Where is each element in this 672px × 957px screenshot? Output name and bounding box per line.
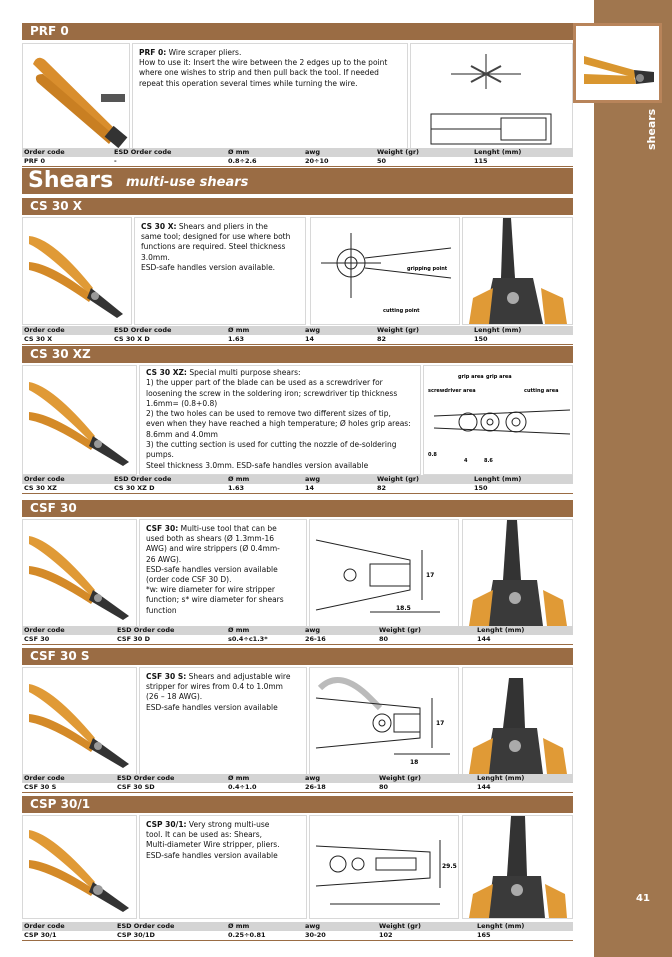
diagram-label: 29.5 xyxy=(442,863,457,870)
diagram-label: 18.5 xyxy=(396,605,411,612)
cell-length: 150 xyxy=(474,484,488,492)
side-thumbnail xyxy=(573,23,662,103)
technical-diagram xyxy=(310,217,460,325)
diagram-label: screwdriver area xyxy=(428,388,476,394)
desc-line: ESD-safe handles version available xyxy=(146,850,278,860)
desc-line: 3.0mm. xyxy=(141,252,170,262)
section-csp30-1 xyxy=(22,796,573,942)
section-title: PRF 0 xyxy=(22,23,573,40)
desc-line: *w: wire diameter for wire stripper xyxy=(146,585,275,595)
diagram-label: 17 xyxy=(436,720,445,727)
desc-line: Shears and adjustable wire xyxy=(186,672,291,681)
col-length: Lenght (mm) xyxy=(477,774,525,782)
product-name: CS 30 X: xyxy=(141,222,177,231)
stripper-photo-icon xyxy=(23,816,136,918)
product-closeup xyxy=(462,519,573,627)
cell-order-code: CS 30 XZ xyxy=(24,484,57,492)
cell-length: 144 xyxy=(477,783,491,791)
desc-line: Steel thickness 3.0mm. ESD-safe handles version available xyxy=(146,460,369,470)
col-weight: Weight (gr) xyxy=(377,326,420,334)
spec-table-row xyxy=(22,335,573,345)
col-awg: awg xyxy=(305,922,321,930)
product-description xyxy=(132,43,408,163)
col-diameter: Ø mm xyxy=(228,922,250,930)
desc-line: loosening the screw in the soldering iron; screwdriver tip thickness xyxy=(146,388,398,398)
col-order-code: Order code xyxy=(24,922,65,930)
desc-line: 26 AWG). xyxy=(146,554,182,564)
desc-line: Wire scraper pliers. xyxy=(166,48,242,57)
spec-table-row xyxy=(22,484,573,494)
cell-esd-code: CSF 30 SD xyxy=(117,783,155,791)
desc-line: even when they have reached a high temperature; Ø holes grip areas: xyxy=(146,419,411,429)
product-description xyxy=(139,365,421,475)
section-cs30xz xyxy=(22,346,573,496)
cell-weight: 50 xyxy=(377,157,387,165)
col-awg: awg xyxy=(305,774,321,782)
diagram-label: 17 xyxy=(426,572,435,579)
cell-order-code: PRF 0 xyxy=(24,157,45,165)
product-closeup xyxy=(462,815,573,919)
csp-diagram-icon xyxy=(310,816,458,918)
col-order-code: Order code xyxy=(24,326,65,334)
desc-line: same tool; designed for use where both xyxy=(141,232,291,242)
section-title: CSP 30/1 xyxy=(22,796,573,813)
cell-awg: 26-16 xyxy=(305,635,326,643)
col-weight: Weight (gr) xyxy=(377,148,420,156)
col-length: Lenght (mm) xyxy=(474,148,522,156)
spec-table-header xyxy=(22,774,573,783)
desc-line: AWG) and wire strippers (Ø 0.4mm- xyxy=(146,544,280,554)
technical-diagram xyxy=(309,667,459,775)
product-description xyxy=(139,815,307,919)
col-length: Lenght (mm) xyxy=(477,922,525,930)
cell-weight: 80 xyxy=(379,635,389,643)
diagram-label: grip area xyxy=(486,374,512,380)
product-photo xyxy=(22,43,130,163)
cell-order-code: CS 30 X xyxy=(24,335,53,343)
product-photo xyxy=(22,365,137,475)
diagram-label: 8.6 xyxy=(484,458,493,464)
col-diameter: Ø mm xyxy=(228,475,250,483)
col-diameter: Ø mm xyxy=(228,626,250,634)
desc-line: Special multi purpose shears: xyxy=(186,368,301,377)
col-esd-order-code: ESD Order code xyxy=(114,326,172,334)
spec-table-header xyxy=(22,326,573,335)
col-diameter: Ø mm xyxy=(228,774,250,782)
desc-line: repeat this operation several times while turning the wire. xyxy=(139,78,358,88)
shears-photo-icon xyxy=(23,218,131,324)
cell-awg: 14 xyxy=(305,484,315,492)
desc-line: stripper for wires from 0.4 to 1.0mm xyxy=(146,682,283,692)
cell-weight: 82 xyxy=(377,335,387,343)
scraper-diagram-icon xyxy=(411,44,572,162)
col-weight: Weight (gr) xyxy=(379,922,422,930)
desc-line: 3) the cutting section is used for cutting the nozzle of de-soldering xyxy=(146,440,397,450)
desc-line: (order code CSF 30 D). xyxy=(146,575,232,585)
cell-diameter: s0.4÷c1.3* xyxy=(228,635,268,643)
diagram-label: cutting area xyxy=(524,388,559,394)
diagram-label: 0.8 xyxy=(428,452,437,458)
cell-awg: 14 xyxy=(305,335,315,343)
desc-line: functions are required. Steel thickness xyxy=(141,242,286,252)
shears-closeup-icon xyxy=(463,668,572,774)
cell-length: 144 xyxy=(477,635,491,643)
product-photo xyxy=(22,519,137,627)
spec-table-row xyxy=(22,931,573,941)
banner-title: Shears xyxy=(28,168,114,193)
spec-table-header xyxy=(22,922,573,931)
spec-table-header xyxy=(22,148,573,157)
cell-diameter: 1.63 xyxy=(228,484,245,492)
col-diameter: Ø mm xyxy=(228,326,250,334)
desc-line: ESD-safe handles version available xyxy=(146,564,278,574)
shears-photo-icon xyxy=(23,668,136,774)
col-awg: awg xyxy=(305,626,321,634)
col-awg: awg xyxy=(305,475,321,483)
diagram-label: grip area xyxy=(458,374,484,380)
csf-diagram-icon xyxy=(310,520,458,626)
shears-diagram-icon xyxy=(311,218,459,324)
desc-line: 1) the upper part of the blade can be used as a screwdriver for xyxy=(146,378,383,388)
cell-diameter: 0.25÷0.81 xyxy=(228,931,266,939)
product-photo xyxy=(22,815,137,919)
section-title: CSF 30 S xyxy=(22,648,573,665)
diagram-label: 4 xyxy=(464,458,468,464)
product-closeup xyxy=(462,667,573,775)
desc-line: How to use it: Insert the wire between the 2 edges up to the point xyxy=(139,58,388,68)
shears-photo-icon xyxy=(23,520,136,626)
desc-line: 2) the two holes can be used to remove two different sizes of tip, xyxy=(146,409,391,419)
spec-table-row xyxy=(22,783,573,793)
desc-line: Multi-diameter Wire stripper, pliers. xyxy=(146,840,280,850)
desc-line: used both as shears (Ø 1.3mm-16 xyxy=(146,534,274,544)
col-esd-order-code: ESD Order code xyxy=(117,774,175,782)
spec-table-row xyxy=(22,635,573,645)
pliers-thumbnail-icon xyxy=(576,26,659,100)
cell-esd-code: - xyxy=(114,157,117,165)
cell-diameter: 0.4÷1.0 xyxy=(228,783,257,791)
product-description xyxy=(139,667,307,775)
col-length: Lenght (mm) xyxy=(474,475,522,483)
cell-order-code: CSP 30/1 xyxy=(24,931,57,939)
section-title: CS 30 XZ xyxy=(22,346,573,363)
cell-length: 165 xyxy=(477,931,491,939)
col-weight: Weight (gr) xyxy=(379,626,422,634)
wire-scraper-pliers-icon xyxy=(23,44,129,162)
cell-awg: 26-18 xyxy=(305,783,326,791)
desc-line: Shears and pliers in the xyxy=(176,222,268,231)
side-label: shears xyxy=(645,108,658,150)
col-order-code: Order code xyxy=(24,148,65,156)
desc-line: function; s* wire diameter for shears xyxy=(146,595,284,605)
col-esd-order-code: ESD Order code xyxy=(114,475,172,483)
cell-esd-code: CS 30 X D xyxy=(114,335,150,343)
col-length: Lenght (mm) xyxy=(474,326,522,334)
desc-line: ESD-safe handles version available xyxy=(146,702,278,712)
cell-diameter: 1.63 xyxy=(228,335,245,343)
cell-esd-code: CS 30 XZ D xyxy=(114,484,155,492)
section-csf30s xyxy=(22,648,573,794)
col-esd-order-code: ESD Order code xyxy=(117,922,175,930)
cell-esd-code: CSP 30/1D xyxy=(117,931,155,939)
col-order-code: Order code xyxy=(24,475,65,483)
diagram-label: cutting point xyxy=(383,308,420,314)
cell-awg: 30-20 xyxy=(305,931,326,939)
cell-order-code: CSF 30 xyxy=(24,635,50,643)
desc-line: ESD-safe handles version available. xyxy=(141,262,276,272)
cell-length: 150 xyxy=(474,335,488,343)
desc-line: tool. It can be used as: Shears, xyxy=(146,830,263,840)
col-diameter: Ø mm xyxy=(228,148,250,156)
cell-diameter: 0.8÷2.6 xyxy=(228,157,257,165)
product-description xyxy=(139,519,307,627)
cell-weight: 82 xyxy=(377,484,387,492)
technical-diagram xyxy=(309,815,459,919)
desc-line: function xyxy=(146,605,177,615)
col-weight: Weight (gr) xyxy=(377,475,420,483)
section-title: CSF 30 xyxy=(22,500,573,517)
section-title: CS 30 X xyxy=(22,198,573,215)
desc-line: 1.6mm= (0.8+0.8) xyxy=(146,398,218,408)
shears-photo-icon xyxy=(23,366,136,474)
spec-table-header xyxy=(22,626,573,635)
section-prf0 xyxy=(22,23,573,167)
product-name: CSF 30: xyxy=(146,524,179,533)
product-name: PRF 0: xyxy=(139,48,167,57)
shears-closeup-icon xyxy=(463,218,572,324)
technical-diagram xyxy=(309,519,459,627)
col-esd-order-code: ESD Order code xyxy=(117,626,175,634)
stripper-closeup-icon xyxy=(463,816,572,918)
col-awg: awg xyxy=(305,148,321,156)
cell-order-code: CSF 30 S xyxy=(24,783,57,791)
cell-weight: 102 xyxy=(379,931,393,939)
desc-line: pumps. xyxy=(146,450,174,460)
desc-line: 8.6mm and 4.0mm xyxy=(146,429,218,439)
xz-diagram-icon xyxy=(424,366,572,474)
spec-table-header xyxy=(22,475,573,484)
spec-table-row xyxy=(22,157,573,167)
cell-awg: 20÷10 xyxy=(305,157,329,165)
shears-closeup-icon xyxy=(463,520,572,626)
col-order-code: Order code xyxy=(24,774,65,782)
diagram-label: 18 xyxy=(410,759,419,766)
product-name: CSF 30 S: xyxy=(146,672,187,681)
desc-line: Multi-use tool that can be xyxy=(178,524,277,533)
shears-banner xyxy=(22,168,573,194)
desc-line: where one wishes to strip and then pull back the tool. If needed xyxy=(139,68,379,78)
technical-diagram xyxy=(410,43,573,163)
banner-subtitle: multi-use shears xyxy=(126,175,249,190)
col-length: Lenght (mm) xyxy=(477,626,525,634)
product-name: CS 30 XZ: xyxy=(146,368,187,377)
product-closeup xyxy=(462,217,573,325)
desc-line: (26 – 18 AWG). xyxy=(146,692,203,702)
cell-length: 115 xyxy=(474,157,488,165)
col-weight: Weight (gr) xyxy=(379,774,422,782)
col-order-code: Order code xyxy=(24,626,65,634)
cell-esd-code: CSF 30 D xyxy=(117,635,150,643)
product-name: CSP 30/1: xyxy=(146,820,187,829)
page-number: 41 xyxy=(636,893,650,904)
technical-diagram xyxy=(423,365,573,475)
product-photo xyxy=(22,217,132,325)
col-awg: awg xyxy=(305,326,321,334)
diagram-label: gripping point xyxy=(407,266,448,272)
col-esd-order-code: ESD Order code xyxy=(114,148,172,156)
cell-weight: 80 xyxy=(379,783,389,791)
product-description xyxy=(134,217,306,325)
section-csf30 xyxy=(22,500,573,646)
product-photo xyxy=(22,667,137,775)
desc-line: Very strong multi-use xyxy=(186,820,270,829)
section-cs30x xyxy=(22,198,573,344)
csf-s-diagram-icon xyxy=(310,668,458,774)
